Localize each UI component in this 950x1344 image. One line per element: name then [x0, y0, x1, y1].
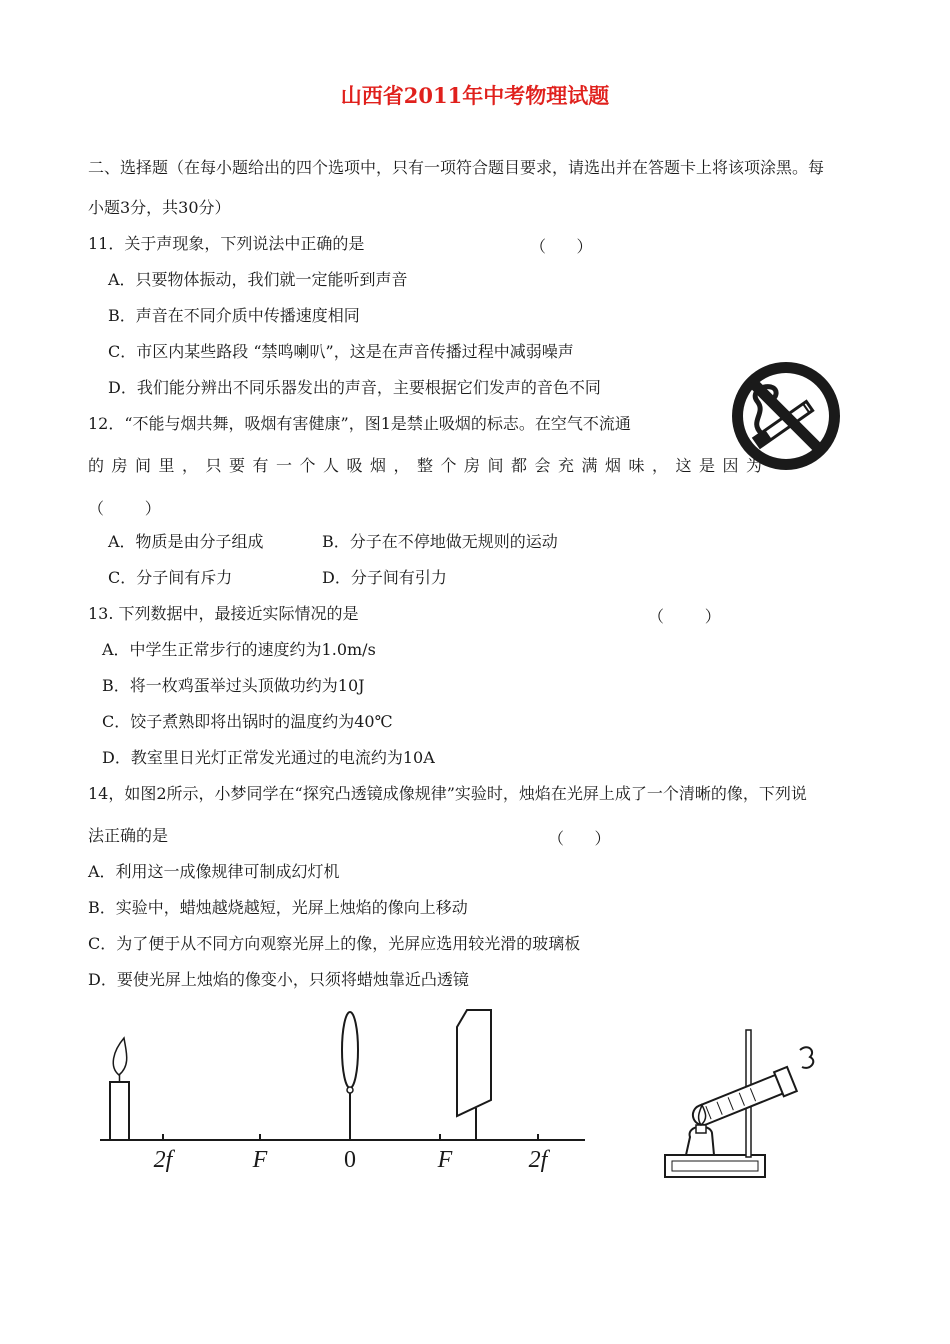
axis-label-f-left: F — [252, 1147, 268, 1173]
question-14-option-a: A．利用这一成像规律可制成幻灯机 — [88, 862, 340, 881]
axis-label-2f-right: 2f — [528, 1147, 548, 1173]
question-12-option-d: D．分子间有引力 — [322, 568, 447, 587]
section-header-line2: 小题3分，共30分） — [88, 198, 231, 217]
question-14-option-b: B．实验中，蜡烛越烧越短，光屏上烛焰的像向上移动 — [88, 898, 468, 917]
question-12-stem-line1: 12．“不能与烟共舞，吸烟有害健康”，图1是禁止吸烟的标志。在空气不流通 — [88, 414, 631, 433]
question-11-option-b: B．声音在不同介质中传播速度相同 — [108, 306, 360, 325]
question-14-option-d: D．要使光屏上烛焰的像变小，只须将蜡烛靠近凸透镜 — [88, 970, 469, 989]
question-11-option-c: C．市区内某些路段 “禁鸣喇叭”，这是在声音传播过程中减弱噪声 — [108, 342, 574, 361]
question-13-option-d: D．教室里日光灯正常发光通过的电流约为10A — [102, 748, 435, 767]
axis-label-2f-left: 2f — [153, 1147, 173, 1173]
question-12-option-a: A．物质是由分子组成 — [108, 532, 264, 551]
question-11-option-a: A．只要物体振动，我们就一定能听到声音 — [108, 270, 408, 289]
question-11-option-d: D．我们能分辨出不同乐器发出的声音，主要根据它们发声的音色不同 — [108, 378, 601, 397]
question-13-option-c: C．饺子煮熟即将出锅时的温度约为40℃ — [102, 712, 393, 731]
question-12-option-c: C．分子间有斥力 — [108, 568, 233, 587]
convex-lens-icon — [342, 1012, 358, 1140]
question-14-stem-line2: 法正确的是 — [88, 826, 169, 845]
question-13-answer-paren: （ ） — [648, 607, 721, 626]
question-12-answer-paren: （ ） — [88, 499, 161, 518]
candle-icon — [110, 1038, 129, 1140]
light-screen-icon — [457, 1010, 491, 1140]
question-13-option-b: B．将一枚鸡蛋举过头顶做功约为10J — [102, 676, 365, 695]
test-tube-stand-icon — [660, 1025, 820, 1185]
no-smoking-icon — [731, 361, 841, 471]
axis-label-f-right: F — [437, 1147, 453, 1173]
question-11-stem: 11．关于声现象，下列说法中正确的是 — [88, 234, 365, 253]
axis-label-origin: 0 — [344, 1147, 356, 1173]
question-13-stem: 13. 下列数据中，最接近实际情况的是 — [88, 604, 359, 623]
question-14-option-c: C．为了便于从不同方向观察光屏上的像，光屏应选用较光滑的玻璃板 — [88, 934, 581, 953]
question-13-option-a: A．中学生正常步行的速度约为1.0m/s — [102, 640, 376, 659]
question-12-stem-line2: 的房间里，只要有一个人吸烟，整个房间都会充满烟味，这是因为 — [88, 456, 770, 475]
question-14-answer-paren: （ ） — [548, 829, 611, 848]
question-11-answer-paren: （ ） — [530, 237, 593, 256]
question-12-option-b: B．分子在不停地做无规则的运动 — [322, 532, 558, 551]
page-title: 山西省2011年中考物理试题 — [340, 83, 610, 108]
question-14-stem-line1: 14，如图2所示，小梦同学在“探究凸透镜成像规律”实验时，烛焰在光屏上成了一个清晰的像，下列说 — [88, 784, 807, 803]
lens-experiment-figure — [95, 1005, 590, 1180]
section-header-line1: 二、选择题（在每小题给出的四个选项中，只有一项符合题目要求，请选出并在答题卡上将该项涂黑。每 — [88, 158, 825, 177]
